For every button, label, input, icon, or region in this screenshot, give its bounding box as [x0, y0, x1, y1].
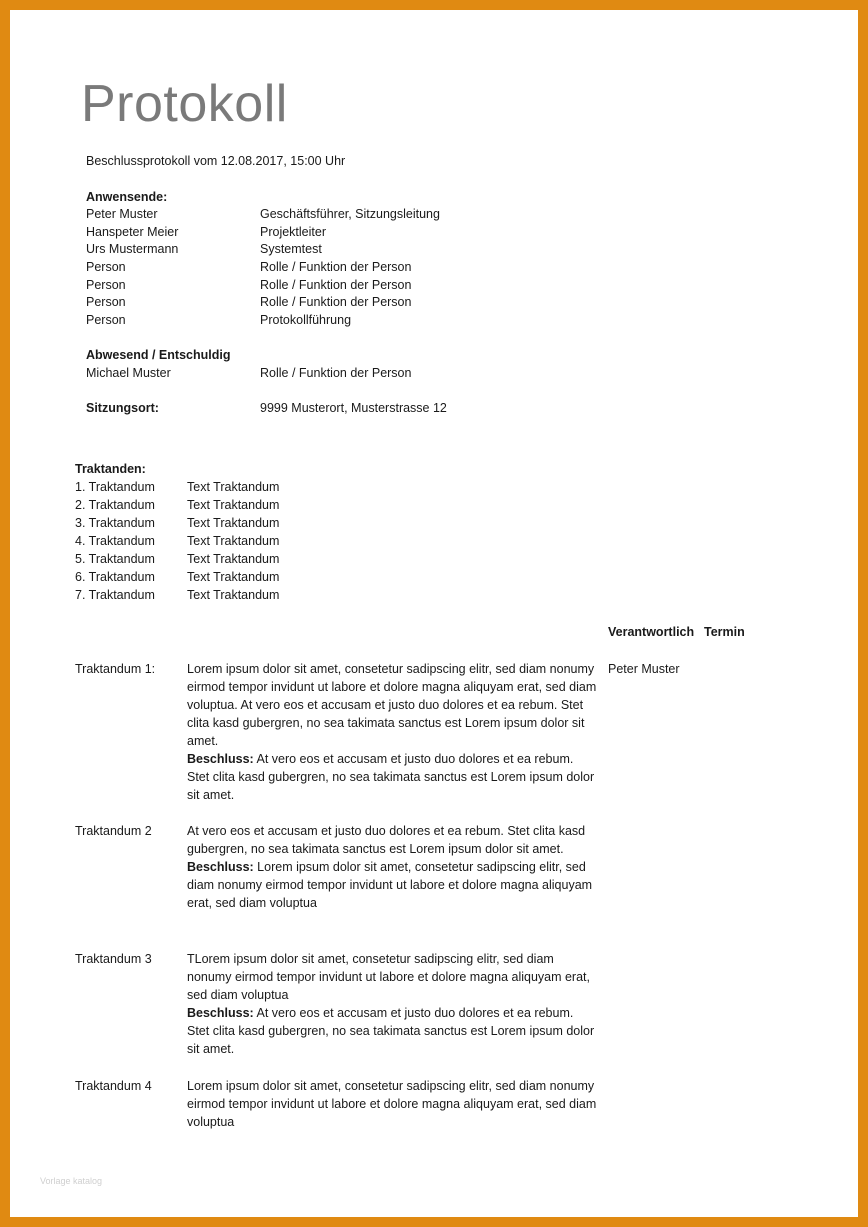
attendees-heading: Anwensende:	[86, 190, 168, 204]
agenda-text: Text Traktandum	[187, 570, 280, 584]
location-label: Sitzungsort:	[86, 401, 159, 415]
attendee-role: Rolle / Funktion der Person	[260, 278, 412, 292]
absent-heading: Abwesend / Entschuldig	[86, 348, 231, 362]
attendee-row	[86, 293, 606, 311]
item-text: Lorem ipsum dolor sit amet, consetetur sadipscing elitr, sed diam nonumy eirmod tempor invidunt ut labore et dolore magna aliquyam erat, sed diam voluptua	[187, 1079, 597, 1129]
location-row	[86, 399, 606, 417]
agenda-text: Text Traktandum	[187, 498, 280, 512]
item-label: Traktandum 4	[75, 1079, 152, 1093]
item-responsible: Peter Muster	[608, 662, 680, 676]
attendee-role: Geschäftsführer, Sitzungsleitung	[260, 207, 440, 221]
attendee-row	[86, 258, 606, 276]
agenda-number: 5. Traktandum	[75, 552, 155, 566]
agenda-number: 3. Traktandum	[75, 516, 155, 530]
watermark: Vorlage katalog	[40, 1176, 103, 1186]
decision-text: At vero eos et accusam et justo duo dolores et ea rebum. Stet clita kasd gubergren, no sea takimata sanctus est Lorem ipsum dolor sit amet.	[187, 752, 595, 802]
absent-name: Michael Muster	[86, 366, 171, 380]
attendee-name: Person	[86, 260, 126, 274]
attendee-role: Protokollführung	[260, 313, 352, 327]
attendee-name: Person	[86, 278, 126, 292]
absent-role: Rolle / Funktion der Person	[260, 366, 412, 380]
attendee-role: Systemtest	[260, 242, 322, 256]
agenda-number: 7. Traktandum	[75, 588, 155, 602]
agenda-number: 2. Traktandum	[75, 498, 155, 512]
item-text: At vero eos et accusam et justo duo dolores et ea rebum. Stet clita kasd gubergren, no sea takimata sanctus est Lorem ipsum dolor sit amet.	[187, 824, 586, 856]
item-label: Traktandum 1:	[75, 662, 156, 676]
decision-text: Lorem ipsum dolor sit amet, consetetur sadipscing elitr, sed diam nonumy eirmod tempor invidunt ut labore et dolore magna aliquyam erat, sed diam voluptua	[187, 860, 593, 910]
agenda-text: Text Traktandum	[187, 480, 280, 494]
protocol-subtitle: Beschlussprotokoll vom 12.08.2017, 15:00 Uhr	[86, 154, 346, 168]
location-value: 9999 Musterort, Musterstrasse 12	[260, 401, 447, 415]
item-label: Traktandum 3	[75, 952, 152, 966]
decision-label: Beschluss:	[187, 860, 254, 874]
item-body	[187, 1077, 599, 1131]
agenda-heading: Traktanden:	[75, 462, 146, 476]
item-label: Traktandum 2	[75, 824, 152, 838]
attendee-row	[86, 276, 606, 294]
decision-label: Beschluss:	[187, 1006, 254, 1020]
document-title: Protokoll	[81, 75, 288, 133]
document-page	[10, 10, 858, 1217]
agenda-number: 6. Traktandum	[75, 570, 155, 584]
decision-label: Beschluss:	[187, 752, 254, 766]
agenda-number: 1. Traktandum	[75, 480, 155, 494]
attendee-name: Urs Mustermann	[86, 242, 179, 256]
agenda-text: Text Traktandum	[187, 516, 280, 530]
column-header-date: Termin	[704, 625, 745, 639]
attendee-name: Person	[86, 313, 126, 327]
agenda-text: Text Traktandum	[187, 534, 280, 548]
attendee-row	[86, 240, 606, 258]
item-body	[187, 660, 599, 804]
agenda-text: Text Traktandum	[187, 552, 280, 566]
item-text: Lorem ipsum dolor sit amet, consetetur sadipscing elitr, sed diam nonumy eirmod tempor invidunt ut labore et dolore magna aliquyam erat, sed diam voluptua. At vero eos et accusam et justo duo dolores et ea rebum. Stet clita kasd gubergren, no sea takimata sanctus est Lorem ipsum dolor sit amet.	[187, 662, 597, 748]
agenda-text: Text Traktandum	[187, 588, 280, 602]
column-header-responsible: Verantwortlich	[608, 625, 695, 639]
absent-row	[86, 364, 606, 382]
attendee-name: Person	[86, 295, 126, 309]
attendee-role: Rolle / Funktion der Person	[260, 295, 412, 309]
attendee-row	[86, 223, 606, 241]
agenda-number: 4. Traktandum	[75, 534, 155, 548]
item-body	[187, 822, 599, 912]
decision-text: At vero eos et accusam et justo duo dolores et ea rebum. Stet clita kasd gubergren, no sea takimata sanctus est Lorem ipsum dolor sit amet.	[187, 1006, 595, 1056]
attendee-role: Projektleiter	[260, 225, 326, 239]
attendee-row	[86, 311, 606, 329]
attendee-role: Rolle / Funktion der Person	[260, 260, 412, 274]
attendee-name: Peter Muster	[86, 207, 158, 221]
item-body	[187, 950, 599, 1058]
item-text: TLorem ipsum dolor sit amet, consetetur sadipscing elitr, sed diam nonumy eirmod tempor invidunt ut labore et dolore magna aliquyam erat, sed diam voluptua	[187, 952, 590, 1002]
attendee-row	[86, 205, 606, 223]
attendee-name: Hanspeter Meier	[86, 225, 179, 239]
